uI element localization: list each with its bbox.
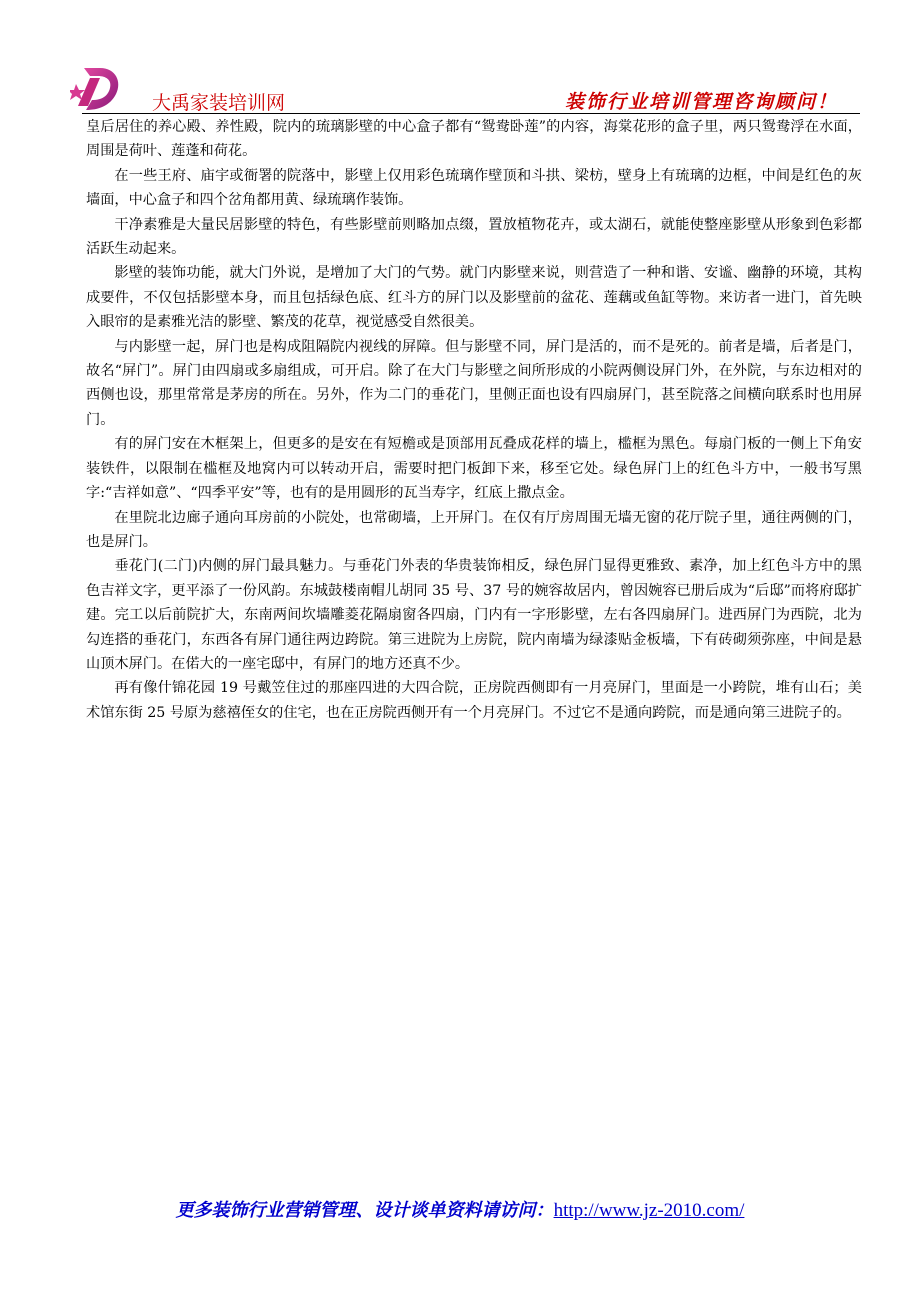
paragraph: 皇后居住的养心殿、养性殿，院内的琉璃影壁的中心盒子都有“鸳鸯卧莲”的内容，海棠花形的盒子里，两只鸳鸯浮在水面，周围是荷叶、莲蓬和荷花。 (86, 119, 862, 160)
page-header (0, 0, 920, 118)
paragraph: 在一些王府、庙宇或衙署的院落中，影壁上仅用彩色琉璃作壁顶和斗拱、梁枋，壁身上有琉璃的边框，中间是红色的灰墙面，中心盒子和四个岔角都用黄、绿琉璃作装饰。 (86, 167, 862, 209)
paragraph: 有的屏门安在木框架上，但更多的是安在有短檐或是顶部用瓦叠成花样的墙上，槛框为黑色。每扇门板的一侧上下角安装铁件，以限制在槛框及地窝内可以转动开启，需要时把门板卸下来，移至它处。绿色屏门上的红色斗方中，一般书写黑字:“吉祥如意”、“四季平安”等，也有的是用圆形的瓦当寿字，红底上撒点金。 (86, 436, 862, 502)
paragraph: 与内影壁一起，屏门也是构成阻隔院内视线的屏障。但与影壁不同，屏门是活的，而不是死的。前者是墙，后者是门，故名“屏门”。屏门由四扇或多扇组成，可开启。除了在大门与影壁之间所形成的小院两侧设屏门外，在外院，与东边相对的西侧也设，那里常常是茅房的所在。另外，作为二门的垂花门，里侧正面也设有四扇屏门，甚至院落之间横向联系时也用屏门。 (86, 338, 862, 428)
footer-text: 更多装饰行业营销管理、设计谈单资料请访问： (175, 1200, 554, 1221)
paragraph: 在里院北边廊子通向耳房前的小院处，也常砌墙，上开屏门。在仅有厅房周围无墙无窗的花厅院子里，通往两侧的门，也是屏门。 (86, 509, 862, 550)
page-footer (0, 1196, 920, 1222)
footer-link[interactable]: http://www.jz-2010.com/ (553, 1200, 745, 1221)
header-slogan: 装饰行业培训管理咨询顾问！ (564, 91, 838, 113)
dayu-logo-icon (70, 60, 124, 114)
header-divider (82, 113, 860, 114)
site-name: 大禹家装培训网 (152, 92, 286, 114)
paragraph: 干净素雅是大量民居影壁的特色，有些影壁前则略加点缀，置放植物花卉，或太湖石，就能使整座影壁从形象到色彩都活跃生动起来。 (86, 216, 862, 258)
paragraph: 垂花门(二门)内侧的屏门最具魅力。与垂花门外表的华贵装饰相反，绿色屏门显得更雅致、素净，加上红色斗方中的黑色吉祥文字，更平添了一份风韵。东城鼓楼南帽儿胡同 35 号、37 号的婉容故居内，曾因婉容已册后成为“后邸”而将府邸扩建。完工以后前院扩大，东南两间坎墙雕菱花隔扇窗各四扇，门内有一字形影壁，左右各四扇屏门。进西屏门为西院，北为勾连搭的垂花门，东西各有屏门通往两边跨院。第三进院为上房院，院内南墙为绿漆贴金板墙，下有砖砌须弥座，中间是悬山顶木屏门。在偌大的一座宅邸中，有屏门的地方还真不少。 (86, 558, 862, 672)
paragraph: 影壁的装饰功能，就大门外说，是增加了大门的气势。就门内影壁来说，则营造了一种和谐、安谧、幽静的环境，其构成要件，不仅包括影壁本身，而且包括绿色底、红斗方的屏门以及影壁前的盆花、莲藕或鱼缸等物。来访者一进门，首先映入眼帘的是素雅光洁的影壁、繁茂的花草，视觉感受自然很美。 (86, 265, 862, 331)
paragraph: 再有像什锦花园 19 号戴笠住过的那座四进的大四合院，正房院西侧即有一月亮屏门，里面是一小跨院，堆有山石；美术馆东街 25 号原为慈禧侄女的住宅，也在正房院西侧开有一个月亮屏门。不过它不是通向跨院，而是通向第三进院子的。 (86, 680, 862, 721)
article-body (86, 115, 862, 725)
